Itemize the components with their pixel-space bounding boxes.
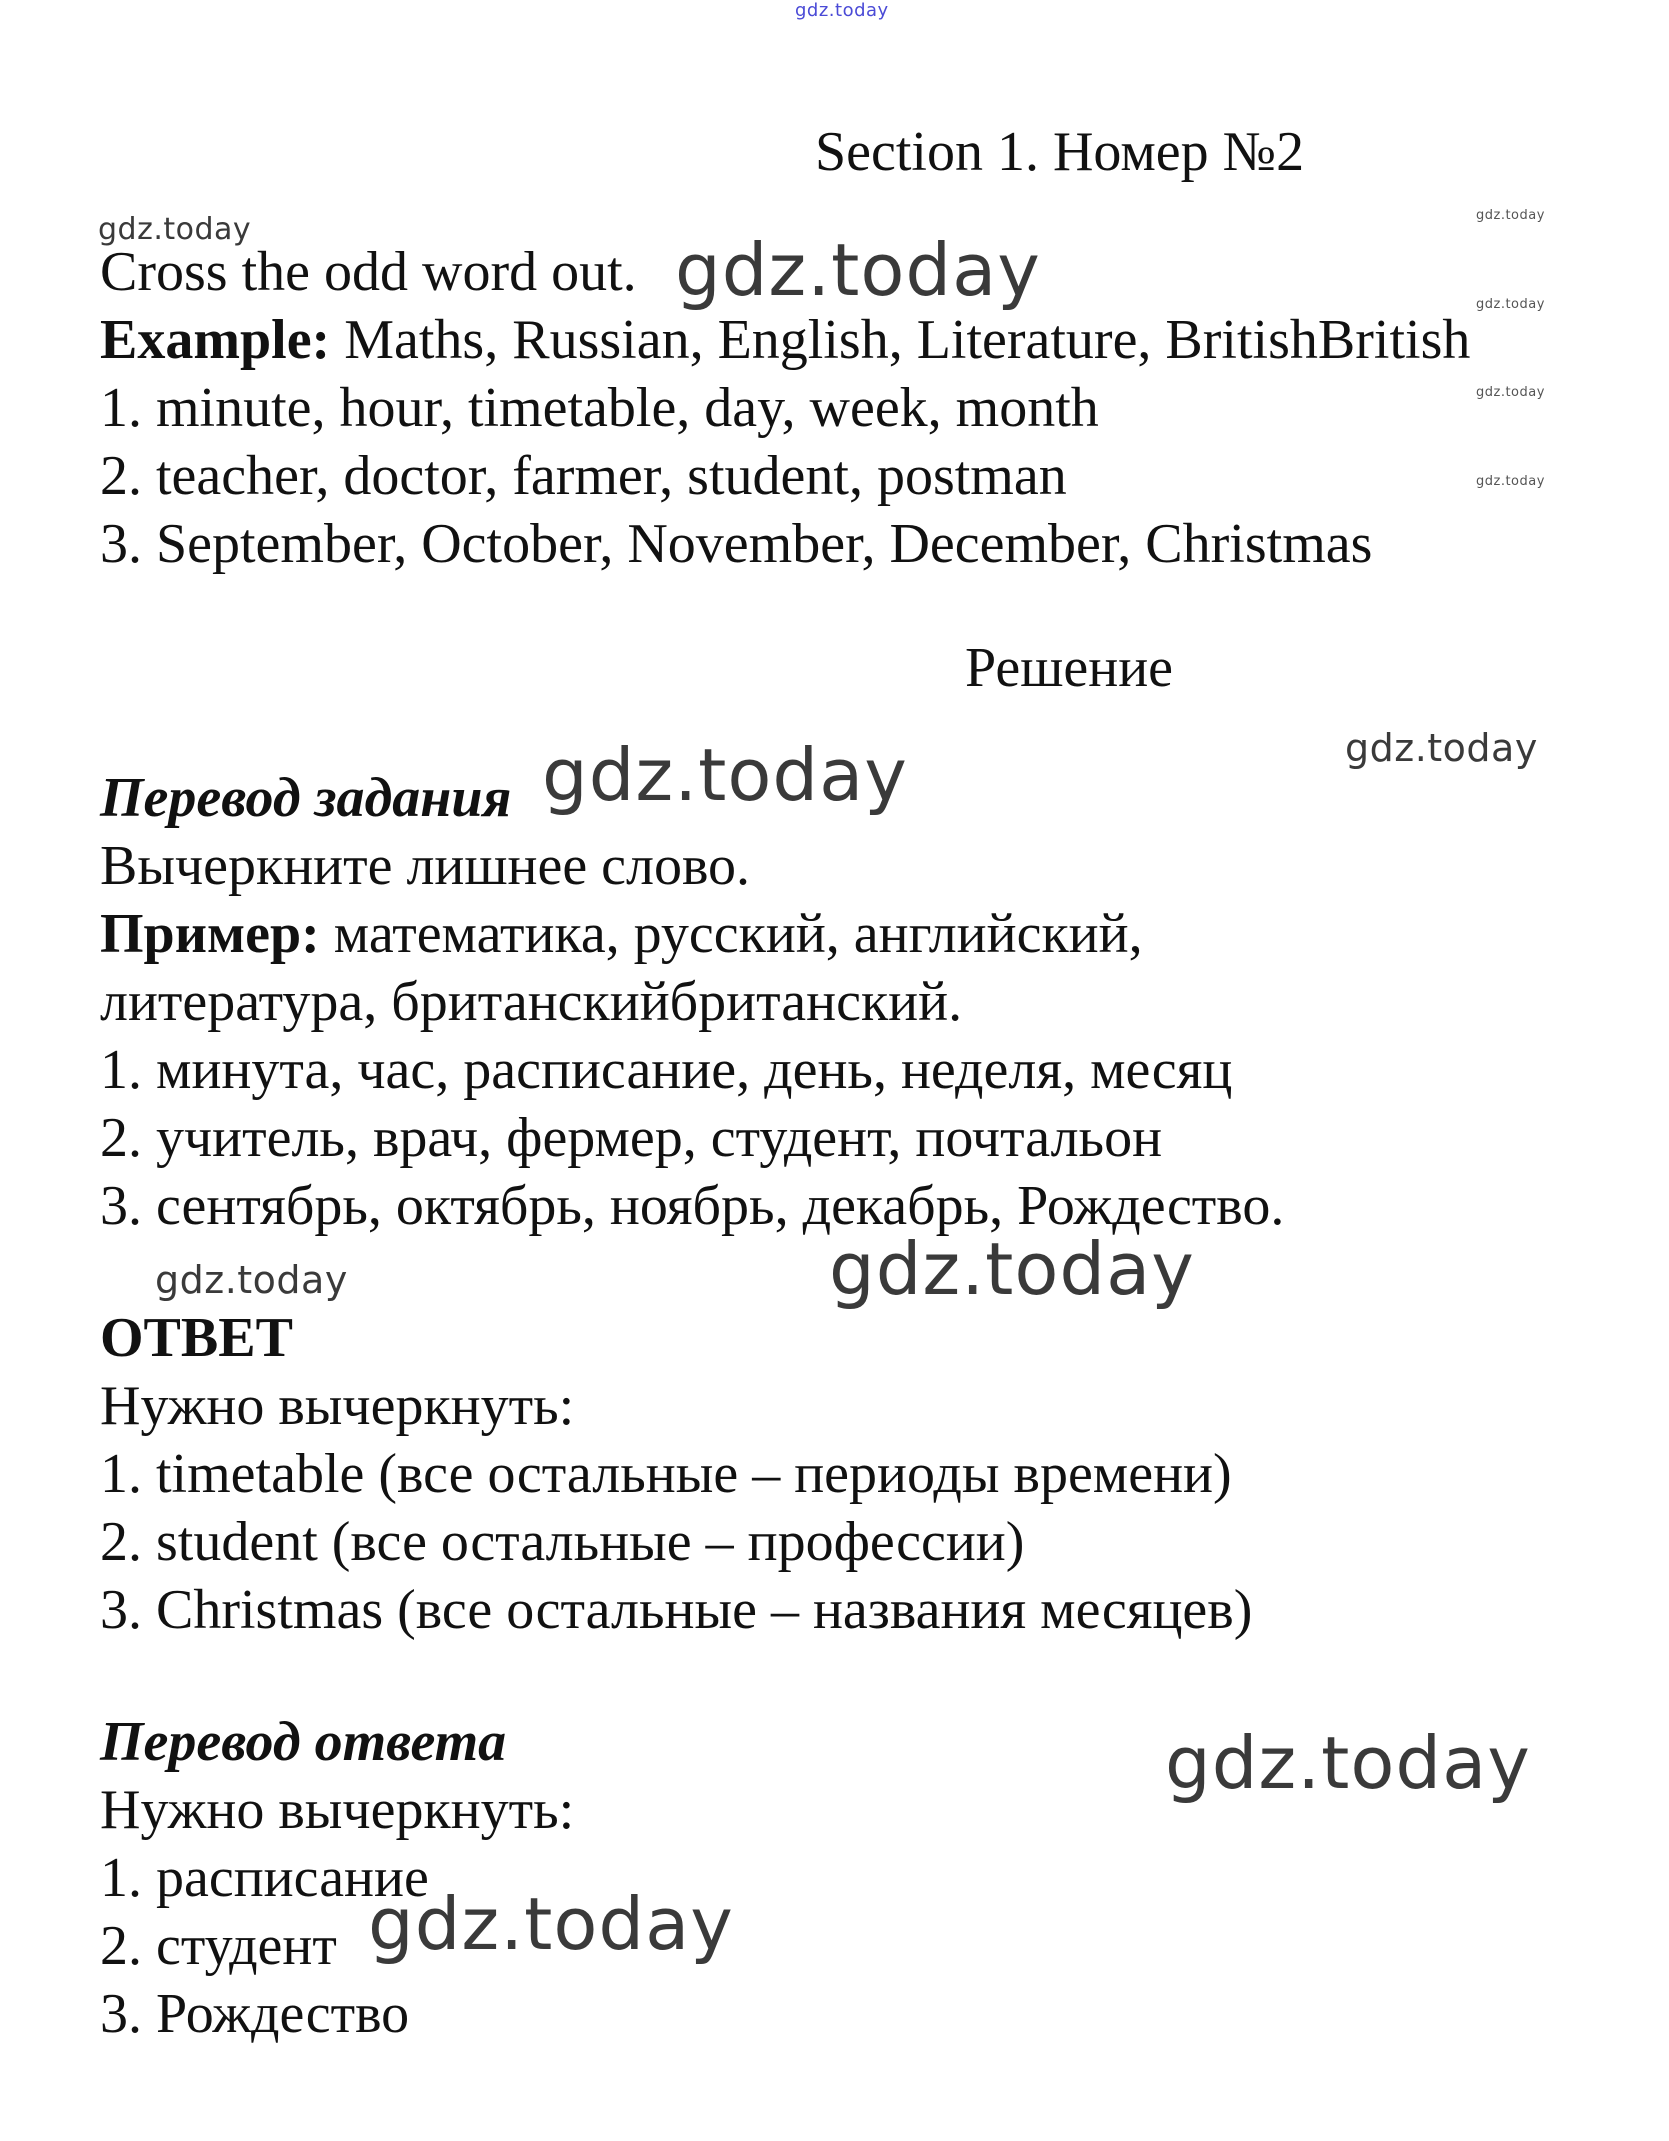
- answer-translation-heading: Перевод ответа: [100, 1711, 507, 1773]
- watermark: gdz.today: [1476, 297, 1545, 312]
- watermark-top: gdz.today: [795, 0, 889, 21]
- watermark: gdz.today: [1476, 385, 1545, 400]
- answer-item: 1. timetable (все остальные – периоды времени): [100, 1443, 1232, 1505]
- task-translation-example-cont: литература, британскийбританский.: [100, 971, 963, 1033]
- answer-intro: Нужно вычеркнуть:: [100, 1375, 575, 1437]
- watermark: gdz.today: [1345, 726, 1538, 770]
- watermark: gdz.today: [368, 1882, 734, 1966]
- task-translation-item: 3. сентябрь, октябрь, ноябрь, декабрь, Рождество.: [100, 1175, 1285, 1237]
- page-title: Section 1. Номер №2: [815, 121, 1305, 183]
- task-item: 1. minute, hour, timetable, day, week, month: [100, 377, 1099, 439]
- watermark: gdz.today: [675, 228, 1041, 312]
- answer-translation-item: 2. студент: [100, 1915, 337, 1977]
- task-translation-heading: Перевод задания: [100, 767, 512, 829]
- watermark: gdz.today: [155, 1258, 348, 1302]
- example-label: Пример:: [100, 903, 320, 965]
- task-translation-instruction: Вычеркните лишнее слово.: [100, 835, 751, 897]
- task-example: [100, 308, 1470, 372]
- example-text: Maths, Russian, English, Literature, BritishBritish: [330, 309, 1471, 371]
- answer-item: 3. Christmas (все остальные – названия месяцев): [100, 1579, 1253, 1641]
- answer-item: 2. student (все остальные – профессии): [100, 1511, 1025, 1573]
- watermark: gdz.today: [542, 733, 908, 817]
- watermark: gdz.today: [1476, 474, 1545, 489]
- solution-title: Решение: [965, 637, 1174, 699]
- task-translation-example: [100, 902, 1143, 966]
- answer-heading: ОТВЕТ: [100, 1307, 293, 1369]
- watermark: gdz.today: [1476, 208, 1545, 223]
- task-translation-item: 1. минута, час, расписание, день, неделя, месяц: [100, 1039, 1233, 1101]
- answer-translation-item: 3. Рождество: [100, 1983, 410, 2045]
- answer-translation-item: 1. расписание: [100, 1847, 429, 1909]
- task-instruction: Cross the odd word out.: [100, 241, 637, 303]
- task-item: 2. teacher, doctor, farmer, student, postman: [100, 445, 1067, 507]
- example-label: Example:: [100, 309, 331, 371]
- answer-translation-intro: Нужно вычеркнуть:: [100, 1779, 575, 1841]
- example-text: математика, русский, английский,: [319, 903, 1143, 965]
- watermark: gdz.today: [1165, 1721, 1531, 1805]
- watermark: gdz.today: [829, 1227, 1195, 1311]
- task-item: 3. September, October, November, December, Christmas: [100, 513, 1373, 575]
- watermark: gdz.today: [98, 212, 252, 247]
- task-translation-item: 2. учитель, врач, фермер, студент, почтальон: [100, 1107, 1163, 1169]
